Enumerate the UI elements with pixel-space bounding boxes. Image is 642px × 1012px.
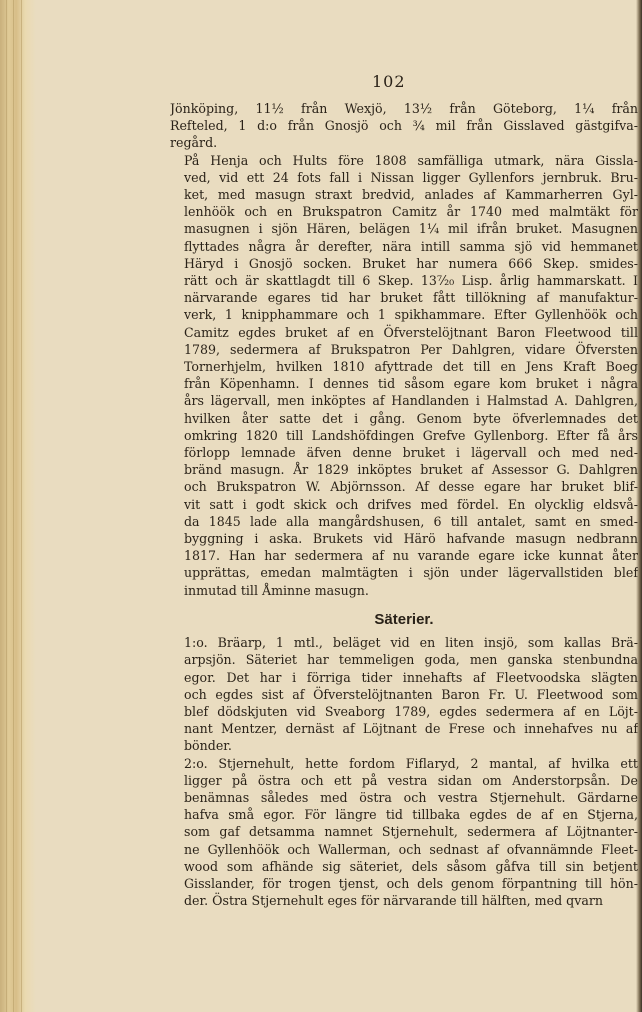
- text-line: Häryd i Gnosjö socken. Bruket har numera 666 Skep. smides-: [184, 255, 638, 271]
- page-text: [170, 100, 638, 909]
- text-line: På Henja och Hults före 1808 samfälliga utmark, nära Gissla-: [184, 152, 638, 168]
- text-line: och Brukspatron W. Abjörnsson. Af desse egare har bruket blif-: [184, 479, 638, 495]
- text-line: ligger på östra och ett på vestra sidan om Anderstorpsån. De: [184, 772, 638, 788]
- text-line: verk, 1 knipphammare och 1 spikhammare. Efter Gyllenhöök och: [184, 307, 638, 323]
- text-line: egor. Det har i förriga tider innehafts af Fleetvoodska slägten: [184, 669, 638, 685]
- text-line: bränd masugn. År 1829 inköptes bruket af Assessor G. Dahlgren: [184, 462, 638, 478]
- text-line: nant Mentzer, dernäst af Löjtnant de Frese och innehafves nu af: [184, 721, 638, 737]
- text-line: 1817. Han har sedermera af nu varande egare icke kunnat åter: [184, 548, 638, 564]
- text-line: byggning i aska. Brukets vid Härö hafvande masugn nedbrann: [184, 531, 638, 547]
- text-line: 1:o. Bräarp, 1 mtl., beläget vid en liten insjö, som kallas Brä-: [184, 635, 638, 651]
- text-line: ved, vid ett 24 fots fall i Nissan ligger Gyllenfors jernbruk. Bru-: [184, 169, 638, 185]
- text-line: ket, med masugn straxt bredvid, anlades af Kammarherren Gyl-: [184, 187, 638, 203]
- paragraph: [170, 634, 638, 754]
- text-line: 1789, sedermera af Brukspatron Per Dahlgren, vidare Öfversten: [184, 341, 638, 357]
- text-line: från Köpenhamn. I dennes tid såsom egare kom bruket i några: [184, 376, 638, 392]
- spine-line: [21, 0, 22, 1012]
- text-line: blef dödskjuten vid Sveaborg 1789, egdes sedermera af en Löjt-: [184, 703, 638, 719]
- paragraph: [170, 152, 638, 599]
- spine-line: [13, 0, 14, 1012]
- text-line: rätt och är skattlagdt till 6 Skep. 13⁷⁄₂₀ Lisp. årlig hammarskatt. I: [184, 273, 638, 289]
- text-line: upprättas, emedan malmtägten i sjön under lägervallstiden blef: [184, 565, 638, 581]
- text-line: förlopp lemnade äfven denne bruket i lägervall och med ned-: [184, 445, 638, 461]
- text-line: omkring 1820 till Landshöfdingen Grefve Gyllenborg. Efter få års: [184, 427, 638, 443]
- text-line: bönder.: [184, 738, 232, 754]
- text-line: masugnen i sjön Hären, belägen 1¼ mil ifrån bruket. Masugnen: [184, 221, 638, 237]
- paragraph: [170, 100, 638, 152]
- text-line: Jönköping, 11½ från Wexjö, 13½ från Göteborg, 1¼ från: [170, 101, 638, 116]
- text-line: regård.: [170, 135, 218, 151]
- paragraph: [170, 755, 638, 910]
- text-line: och egdes sist af Öfverstelöjtnanten Baron Fr. U. Fleetwood som: [184, 686, 638, 702]
- text-line: inmutad till Åminne masugn.: [184, 582, 369, 598]
- text-line: Camitz egdes bruket af en Öfverstelöjtnant Baron Fleetwood till: [184, 324, 638, 340]
- text-line: arpsjön. Säteriet har temmeligen goda, men ganska stenbundna: [184, 652, 638, 668]
- text-line: flyttades några år derefter, nära intill samma sjö vid hemmanet: [184, 238, 638, 254]
- text-line: Refteled, 1 d:o från Gnosjö och ¾ mil från Gisslaved gästgifva-: [170, 118, 638, 134]
- text-line: der. Östra Stjernehult eges för närvarande till hälften, med qvarn: [184, 893, 603, 909]
- section-heading: Säterier.: [374, 610, 434, 628]
- text-line: hvilken åter satte det i gång. Genom byte öfverlemnades det: [184, 410, 638, 426]
- page-number: 102: [372, 72, 406, 91]
- text-line: ne Gyllenhöök och Wallerman, och sednast af ofvannämnde Fleet-: [184, 841, 638, 857]
- text-line: benämnas således med östra och vestra Stjernehult. Gärdarne: [184, 789, 638, 805]
- text-line: wood som afhände sig säteriet, dels såsom gåfva till sin betjent: [184, 858, 638, 874]
- spine-line: [6, 0, 7, 1012]
- text-line: års lägervall, men inköptes af Handlanden i Halmstad A. Dahlgren,: [184, 393, 638, 409]
- text-line: Tornerhjelm, hvilken 1810 afyttrade det till en Jens Kraft Boeg: [184, 359, 638, 375]
- text-line: som gaf detsamma namnet Stjernehult, sedermera af Löjtnanter-: [184, 824, 638, 840]
- text-line: da 1845 lade alla mangårdshusen, 6 till antalet, samt en smed-: [184, 513, 638, 529]
- text-line: 2:o. Stjernehult, hette fordom Fiflaryd, 2 mantal, af hvilka ett: [184, 755, 638, 771]
- text-line: närvarande egares tid har bruket fått tillökning af manufaktur-: [184, 290, 638, 306]
- text-line: vit satt i godt skick och drifves med fördel. En olycklig eldsvå-: [184, 496, 638, 512]
- text-line: hafva små egor. För längre tid tillbaka egdes de af en Stjerna,: [184, 807, 638, 823]
- text-line: Gisslander, för trogen tjenst, och dels genom förpantning till hön-: [184, 875, 638, 891]
- text-line: lenhöök och en Brukspatron Camitz år 1740 med malmtäkt för: [184, 204, 638, 220]
